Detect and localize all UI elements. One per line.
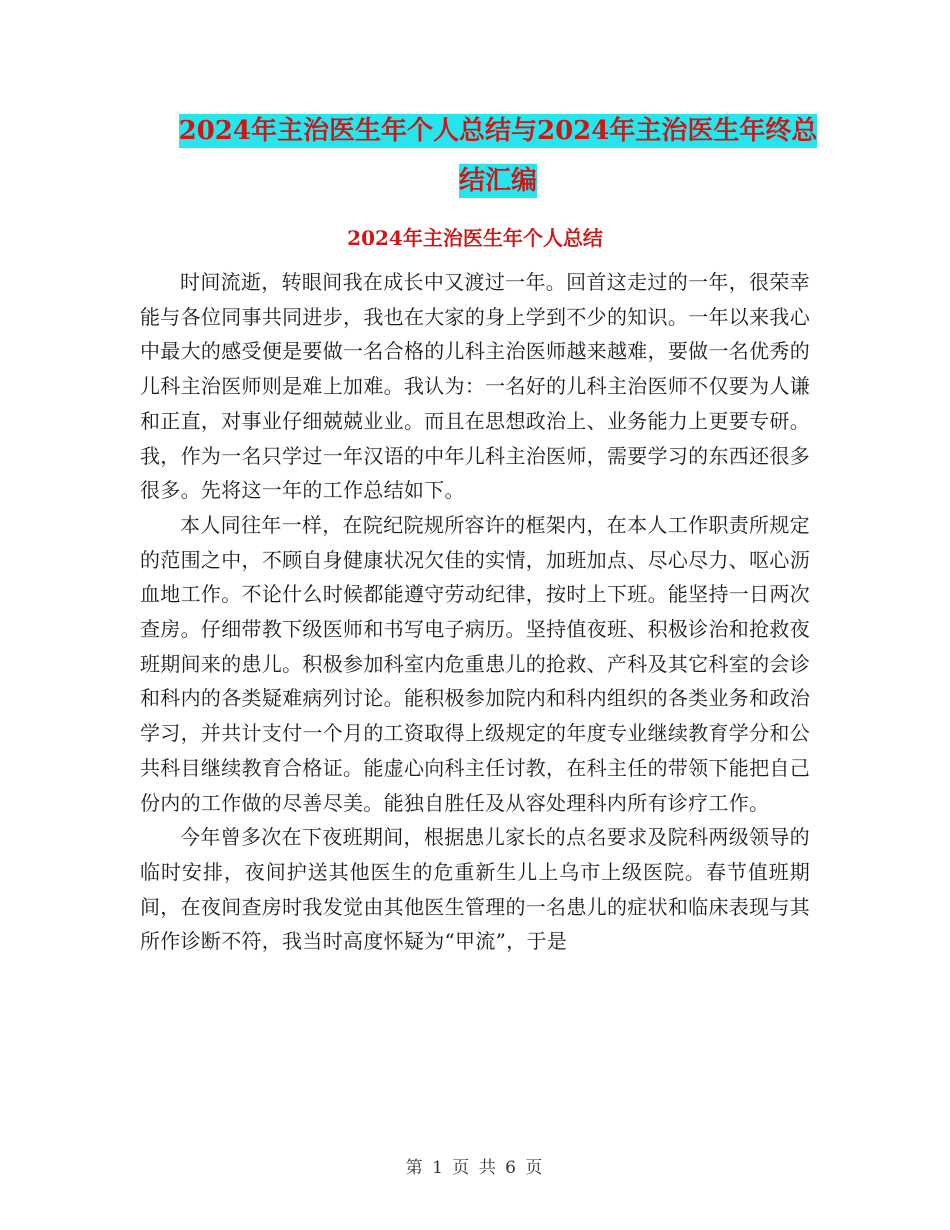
paragraph-3: 今年曾多次在下夜班期间，根据患儿家长的点名要求及院科两级领导的临时安排，夜间护送其他医生的危重新生儿上乌市上级医院。春节值班期间，在夜间查房时我发觉由其他医生管理的一名患儿的症状和临床表现与其所作诊断不符，我当时高度怀疑为“甲流”，于是 bbox=[140, 825, 810, 954]
document-title-line-2: 结汇编 bbox=[458, 166, 537, 196]
section-title: 2024年主治医生年个人总结 bbox=[347, 226, 603, 250]
document-body bbox=[140, 265, 810, 959]
paragraph-1: 时间流逝，转眼间我在成长中又渡过一年。回首这走过的一年，很荣幸能与各位同事共同进步，我也在大家的身上学到不少的知识。一年以来我心中最大的感受便是要做一名合格的儿科主治医师越来越难，要做一名优秀的儿科主治医师则是难上加难。我认为：一名好的儿科主治医师不仅要为人谦和正直，对事业仔细兢兢业业。而且在思想政治上、业务能力上更要专研。我，作为一名只学过一年汉语的中年儿科主治医师，需要学习的东西还很多很多。先将这一年的工作总结如下。 bbox=[140, 270, 810, 503]
paragraph-2: 本人同往年一样，在院纪院规所容许的框架内，在本人工作职责所规定的范围之中，不顾自身健康状况欠佳的实情，加班加点、尽心尽力、呕心沥血地工作。不论什么时候都能遵守劳动纪律，按时上下班。能坚持一日两次查房。仔细带教下级医师和书写电子病历。坚持值夜班、积极诊治和抢救夜班期间来的患儿。积极参加科室内危重患儿的抢救、产科及其它科室的会诊和科内的各类疑难病列讨论。能积极参加院内和科内组织的各类业务和政治学习，并共计支付一个月的工资取得上级规定的年度专业继续教育学分和公共科目继续教育合格证。能虚心向科主任讨教，在科主任的带领下能把自己份内的工作做的尽善尽美。能独自胜任及从容处理科内所有诊疗工作。 bbox=[140, 512, 810, 815]
page-number-footer: 第 1 页 共 6 页 bbox=[405, 1158, 545, 1178]
document-title bbox=[140, 106, 856, 206]
document-title-line-1: 2024年主治医生年个人总结与2024年主治医生年终总 bbox=[178, 116, 818, 146]
